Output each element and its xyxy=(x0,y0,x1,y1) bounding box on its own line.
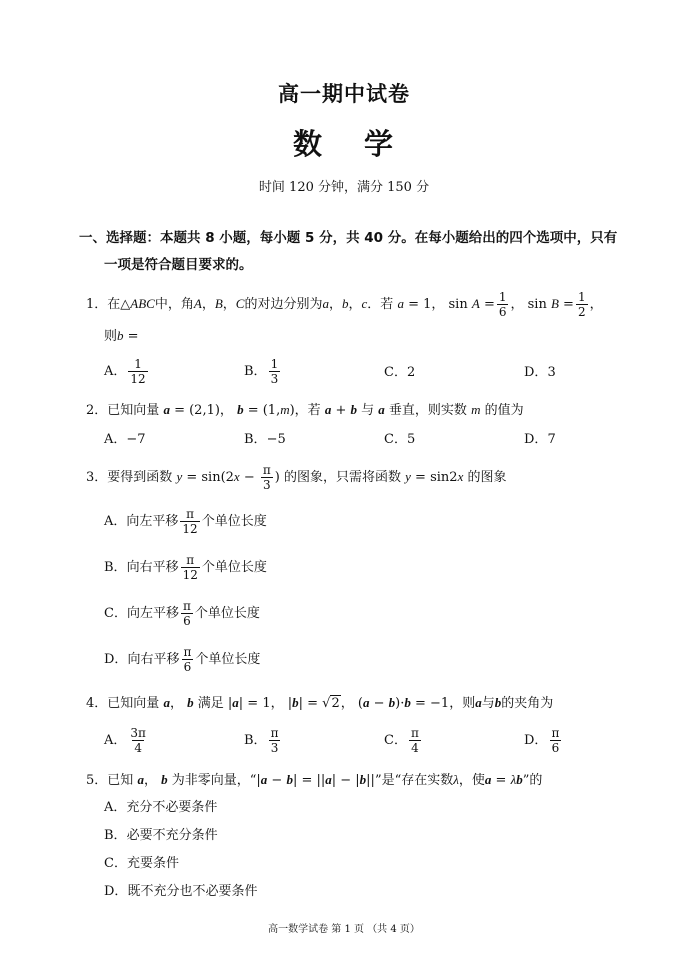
q5-option-b: B．必要不充分条件 xyxy=(104,828,218,843)
exam-title: 高一期中试卷 xyxy=(278,82,410,106)
q3-option-c: C．向左平移 $\frac{\pi}{6}$ 个单位长度 xyxy=(104,599,260,628)
q2-option-a: A．−7 xyxy=(104,432,146,447)
q3-option-d: D．向右平移 $\frac{\pi}{6}$ 个单位长度 xyxy=(104,645,261,674)
q4-option-a: A． $\frac{3\pi}{4}$ xyxy=(104,726,146,755)
question-5: 5．已知 a， b 为非零向量，“|a − b| = ||a| − |b||”是“存在实数λ，使a = λb”的 xyxy=(86,772,543,788)
question-3: 3．要得到函数 y = sin(2x − $\frac{\pi}{3}$ ) 的图象，只需将函数 y = sin2x 的图象 xyxy=(86,463,507,492)
fraction: $\frac{1}{2}$ xyxy=(577,290,586,319)
q5-option-a: A．充分不必要条件 xyxy=(104,800,218,815)
q1-option-b: B． $\frac{1}{3}$ xyxy=(244,357,279,386)
q3-option-b: B．向右平移 $\frac{\pi}{12}$ 个单位长度 xyxy=(104,553,267,582)
fraction: $\frac{\pi}{3}$ xyxy=(262,463,271,492)
q2-option-b: B．−5 xyxy=(244,432,286,447)
q3-option-a: A．向左平移 $\frac{\pi}{12}$ 个单位长度 xyxy=(104,507,267,536)
q4-option-b: B． $\frac{\pi}{3}$ xyxy=(244,726,279,755)
subject-title: 数 学 xyxy=(292,127,410,161)
q2-option-c: C．5 xyxy=(384,432,416,447)
section-heading-line1: 一、选择题：本题共 8 小题，每小题 5 分，共 40 分。在每小题给出的四个选项中，只有 xyxy=(79,230,618,246)
q1-option-c: C．2 xyxy=(384,365,416,380)
q4-option-d: D． $\frac{\pi}{6}$ xyxy=(524,726,560,755)
question-1: 1．在△ABC中，角A，B，C的对边分别为a，b，c．若 a = 1， sin A = $\frac{1}{6}$ ， sin B = $\frac{1}{2}$ ， xyxy=(86,290,603,319)
page-footer: 高一数学试卷 第 1 页 （共 4 页） xyxy=(268,924,420,935)
q5-option-d: D．既不充分也不必要条件 xyxy=(104,884,258,899)
question-4: 4．已知向量 a， b 满足 |a| = 1， |b| = √2， (a − b)·b = −1，则a与b的夹角为 xyxy=(86,695,554,711)
fraction: $\frac{1}{6}$ xyxy=(498,290,507,319)
q5-option-c: C．充要条件 xyxy=(104,856,179,871)
section-heading-line2: 一项是符合题目要求的。 xyxy=(104,257,253,273)
q2-option-d: D．7 xyxy=(524,432,556,447)
q1-option-d: D．3 xyxy=(524,365,556,380)
question-1-line2: 则b = xyxy=(104,328,139,344)
q1-option-a: A． $\frac{1}{12}$ xyxy=(104,357,146,386)
q4-option-c: C． $\frac{\pi}{4}$ xyxy=(384,726,419,755)
question-2: 2．已知向量 a = (2,1)， b = (1,m)，若 a + b 与 a 垂直，则实数 m 的值为 xyxy=(86,402,524,418)
time-info: 时间 120 分钟，满分 150 分 xyxy=(258,180,430,195)
